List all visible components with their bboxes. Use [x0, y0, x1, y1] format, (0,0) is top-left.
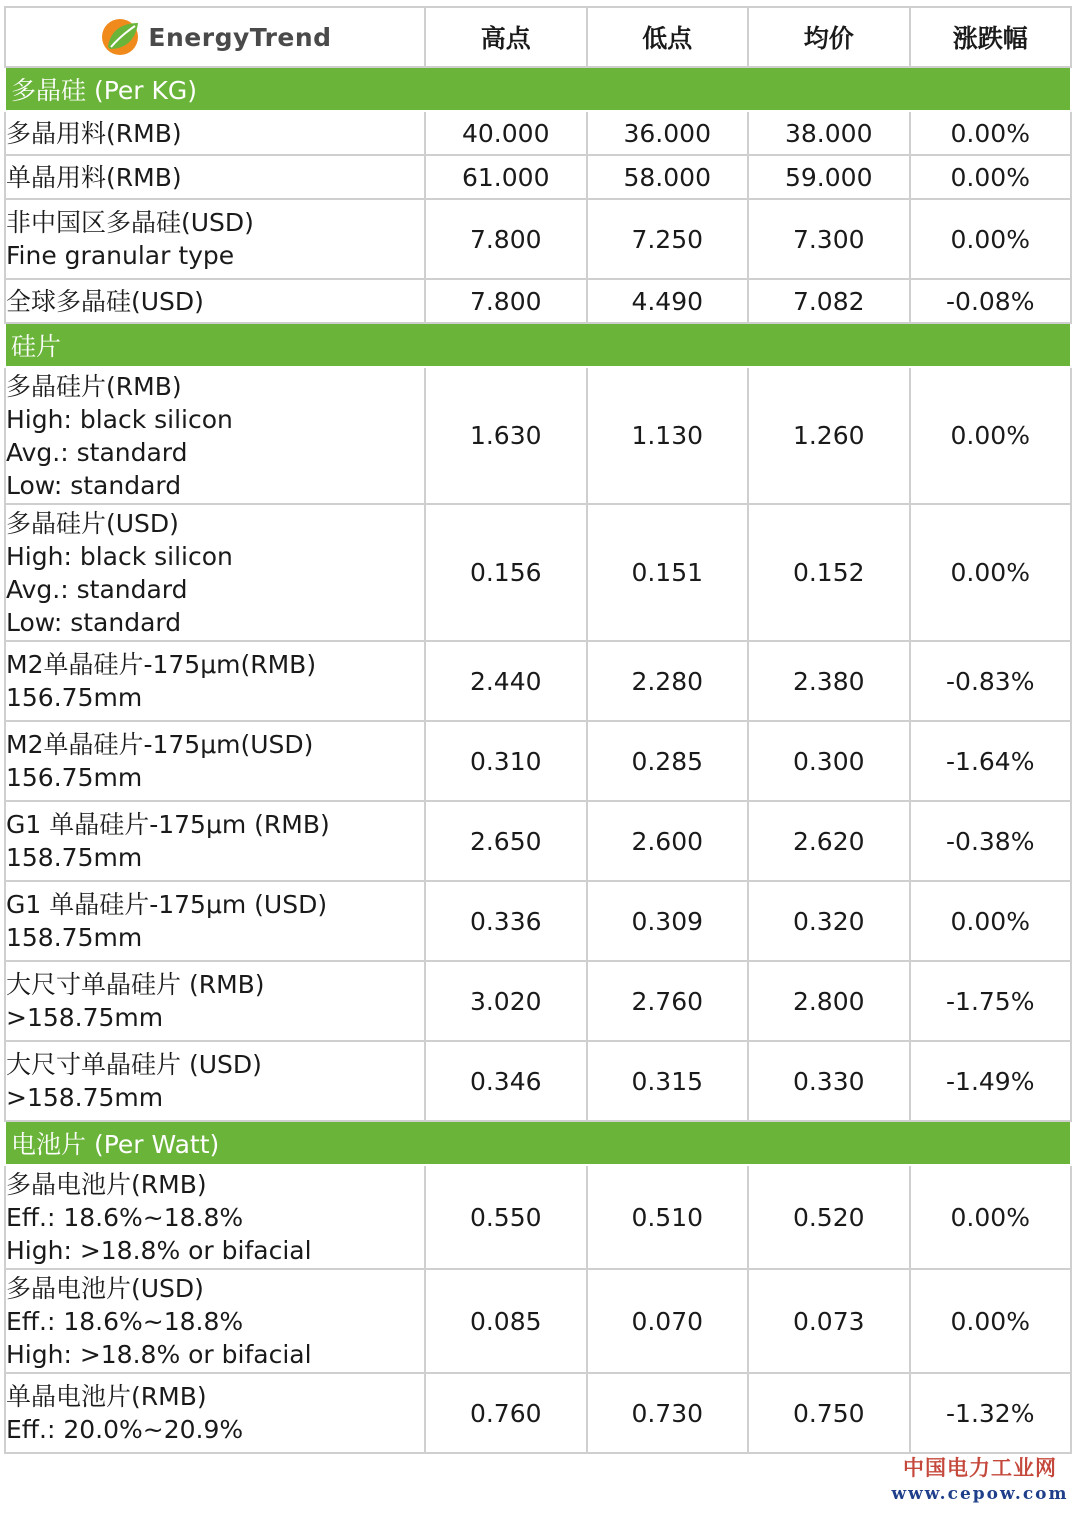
product-spec: High: black silicon: [6, 404, 233, 434]
product-name: M2单晶硅片-175μm(USD): [6, 730, 314, 759]
table-row: [5, 155, 1071, 199]
product-name-cell: [5, 367, 425, 504]
change-cell: 0.00%: [910, 504, 1072, 641]
change-cell: -0.08%: [910, 279, 1072, 323]
section-header-row: [5, 67, 1071, 111]
product-name-cell: [5, 199, 425, 279]
low-price-cell: 0.315: [587, 1041, 749, 1121]
product-name-cell: [5, 1041, 425, 1121]
change-cell: -1.32%: [910, 1373, 1072, 1453]
avg-price-cell: 7.082: [748, 279, 910, 323]
product-name: 多晶硅片(RMB): [6, 371, 182, 401]
section-title: 电池片 (Per Watt): [5, 1121, 1071, 1165]
table-row: [5, 367, 1071, 504]
low-price-cell: 2.600: [587, 801, 749, 881]
section-header-row: [5, 323, 1071, 367]
product-spec: Eff.: 18.6%~18.8%: [6, 1306, 244, 1336]
product-name: M2单晶硅片-175μm(RMB): [6, 650, 317, 679]
leaf-logo-icon: [98, 17, 142, 57]
change-cell: 0.00%: [910, 881, 1072, 961]
section-header-row: [5, 1121, 1071, 1165]
product-spec: 158.75mm: [6, 843, 143, 872]
product-name-cell: [5, 881, 425, 961]
product-spec: Low: standard: [6, 607, 182, 637]
change-cell: 0.00%: [910, 155, 1072, 199]
high-price-cell: 0.550: [425, 1165, 587, 1269]
header-row: [5, 7, 1071, 67]
table-row: [5, 199, 1071, 279]
product-spec: Eff.: 18.6%~18.8%: [6, 1202, 244, 1232]
low-price-cell: 2.760: [587, 961, 749, 1041]
product-spec: 156.75mm: [6, 683, 143, 712]
low-price-cell: 58.000: [587, 155, 749, 199]
avg-price-cell: 0.520: [748, 1165, 910, 1269]
logo-text: EnergyTrend: [148, 22, 332, 52]
table-row: [5, 961, 1071, 1041]
watermark-url: www.cepow.com: [891, 1484, 1069, 1504]
table-row: [5, 279, 1071, 323]
product-name: 非中国区多晶硅(USD): [6, 208, 254, 237]
change-cell: 0.00%: [910, 1165, 1072, 1269]
high-price-cell: 0.346: [425, 1041, 587, 1121]
low-price-cell: 2.280: [587, 641, 749, 721]
table-row: [5, 641, 1071, 721]
product-name: 多晶用料(RMB): [6, 118, 182, 148]
change-cell: 0.00%: [910, 111, 1072, 155]
low-price-cell: 0.510: [587, 1165, 749, 1269]
table-row: [5, 1041, 1071, 1121]
low-price-cell: 0.151: [587, 504, 749, 641]
product-name: 单晶用料(RMB): [6, 162, 182, 192]
table-row: [5, 111, 1071, 155]
product-spec: Eff.: 20.0%~20.9%: [6, 1415, 244, 1444]
table-row: [5, 881, 1071, 961]
avg-price-cell: 7.300: [748, 199, 910, 279]
avg-price-cell: 0.330: [748, 1041, 910, 1121]
high-price-cell: 61.000: [425, 155, 587, 199]
avg-price-cell: 38.000: [748, 111, 910, 155]
avg-price-cell: 2.380: [748, 641, 910, 721]
high-price-cell: 0.336: [425, 881, 587, 961]
high-price-cell: 40.000: [425, 111, 587, 155]
product-name: 大尺寸单晶硅片 (USD): [6, 1050, 262, 1079]
change-cell: 0.00%: [910, 367, 1072, 504]
low-price-cell: 0.730: [587, 1373, 749, 1453]
change-cell: -1.64%: [910, 721, 1072, 801]
table-body: [5, 67, 1071, 1453]
product-spec: Avg.: standard: [6, 437, 188, 467]
change-cell: -1.49%: [910, 1041, 1072, 1121]
high-price-cell: 3.020: [425, 961, 587, 1041]
low-price-cell: 0.309: [587, 881, 749, 961]
high-price-cell: 7.800: [425, 199, 587, 279]
change-cell: -0.83%: [910, 641, 1072, 721]
product-spec: >158.75mm: [6, 1003, 164, 1032]
low-price-cell: 0.070: [587, 1269, 749, 1373]
avg-price-cell: 2.620: [748, 801, 910, 881]
change-cell: -0.38%: [910, 801, 1072, 881]
product-name: 多晶硅片(USD): [6, 508, 179, 538]
product-spec: High: >18.8% or bifacial: [6, 1339, 312, 1369]
section-title: 多晶硅 (Per KG): [5, 67, 1071, 111]
low-price-cell: 7.250: [587, 199, 749, 279]
high-price-cell: 2.650: [425, 801, 587, 881]
table-row: [5, 504, 1071, 641]
high-price-cell: 0.760: [425, 1373, 587, 1453]
column-header-avg: 均价: [748, 7, 910, 67]
table-row: [5, 801, 1071, 881]
product-name-cell: [5, 1269, 425, 1373]
product-name-cell: [5, 961, 425, 1041]
energytrend-logo: [6, 17, 424, 57]
avg-price-cell: 0.152: [748, 504, 910, 641]
product-spec: >158.75mm: [6, 1083, 164, 1112]
product-spec: 156.75mm: [6, 763, 143, 792]
high-price-cell: 7.800: [425, 279, 587, 323]
product-spec: Fine granular type: [6, 241, 235, 270]
column-header-change: 涨跌幅: [910, 7, 1072, 67]
product-name: G1 单晶硅片-175μm (RMB): [6, 810, 330, 839]
product-name-cell: [5, 111, 425, 155]
column-header-high: 高点: [425, 7, 587, 67]
change-cell: 0.00%: [910, 1269, 1072, 1373]
change-cell: -1.75%: [910, 961, 1072, 1041]
high-price-cell: 0.085: [425, 1269, 587, 1373]
product-name-cell: [5, 1373, 425, 1453]
product-spec: Avg.: standard: [6, 574, 188, 604]
avg-price-cell: 2.800: [748, 961, 910, 1041]
low-price-cell: 0.285: [587, 721, 749, 801]
table-row: [5, 1165, 1071, 1269]
product-name: 单晶电池片(RMB): [6, 1382, 207, 1411]
high-price-cell: 0.310: [425, 721, 587, 801]
product-spec: High: >18.8% or bifacial: [6, 1235, 312, 1265]
product-name-cell: [5, 721, 425, 801]
product-name: 多晶电池片(RMB): [6, 1169, 207, 1199]
product-name: 全球多晶硅(USD): [6, 286, 204, 316]
product-name: 多晶电池片(USD): [6, 1273, 204, 1303]
product-name-cell: [5, 641, 425, 721]
product-name: 大尺寸单晶硅片 (RMB): [6, 970, 265, 999]
avg-price-cell: 1.260: [748, 367, 910, 504]
column-header-low: 低点: [587, 7, 749, 67]
table-row: [5, 721, 1071, 801]
table-row: [5, 1269, 1071, 1373]
product-name-cell: [5, 504, 425, 641]
low-price-cell: 4.490: [587, 279, 749, 323]
product-spec: Low: standard: [6, 470, 182, 500]
avg-price-cell: 0.320: [748, 881, 910, 961]
section-title: 硅片: [5, 323, 1071, 367]
high-price-cell: 0.156: [425, 504, 587, 641]
product-name-cell: [5, 1165, 425, 1269]
avg-price-cell: 59.000: [748, 155, 910, 199]
product-name-cell: [5, 155, 425, 199]
change-cell: 0.00%: [910, 199, 1072, 279]
avg-price-cell: 0.750: [748, 1373, 910, 1453]
high-price-cell: 1.630: [425, 367, 587, 504]
product-name-cell: [5, 801, 425, 881]
product-name: G1 单晶硅片-175μm (USD): [6, 890, 328, 919]
product-name-cell: [5, 279, 425, 323]
low-price-cell: 1.130: [587, 367, 749, 504]
product-spec: High: black silicon: [6, 541, 233, 571]
avg-price-cell: 0.300: [748, 721, 910, 801]
avg-price-cell: 0.073: [748, 1269, 910, 1373]
price-table: [4, 6, 1072, 1454]
table-row: [5, 1373, 1071, 1453]
watermark-site-name: 中国电力工业网: [903, 1456, 1057, 1480]
logo-cell: [5, 7, 425, 67]
product-spec: 158.75mm: [6, 923, 143, 952]
high-price-cell: 2.440: [425, 641, 587, 721]
low-price-cell: 36.000: [587, 111, 749, 155]
watermark: [890, 1452, 1070, 1504]
